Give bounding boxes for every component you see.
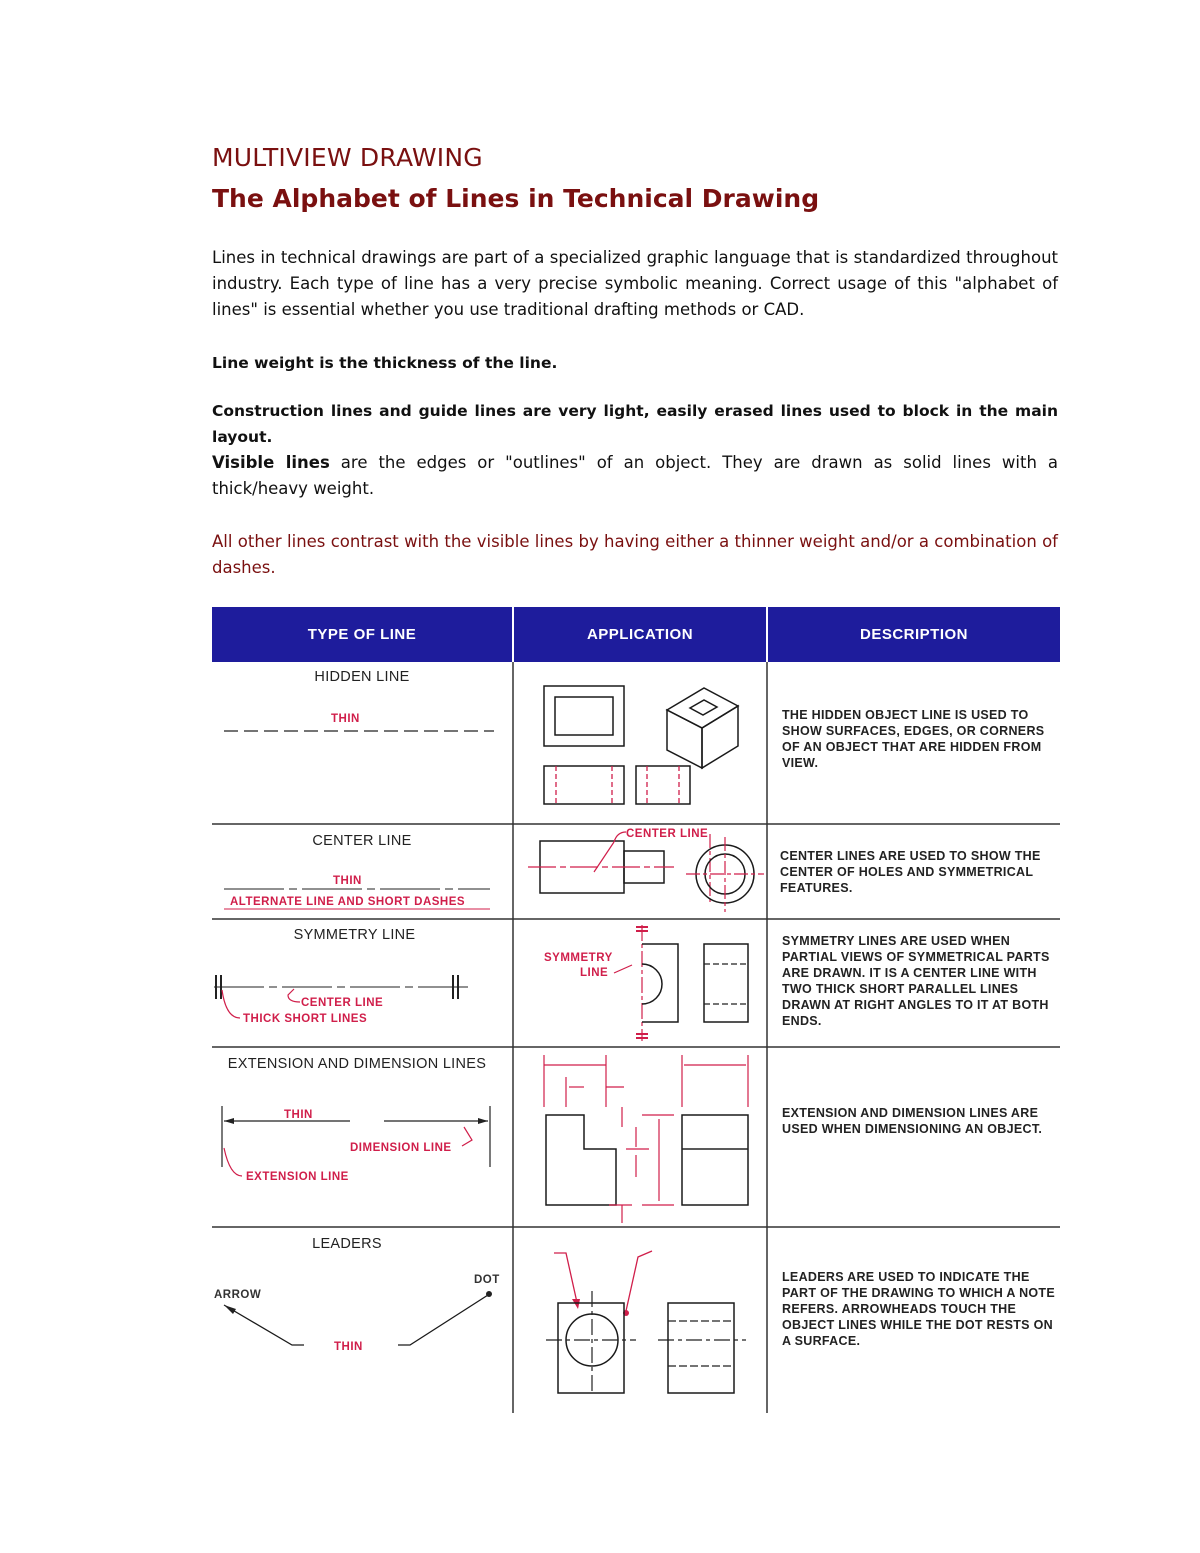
dimension-thin-label: THIN bbox=[284, 1109, 313, 1121]
construction-paragraph: Construction lines and guide lines are very light, easily erased lines used to block in the main layout. bbox=[212, 402, 1058, 446]
hidden-line-sample bbox=[212, 702, 512, 762]
center-alternate-label: ALTERNATE LINE AND SHORT DASHES bbox=[230, 896, 466, 908]
line-weight-paragraph: Line weight is the thickness of the line. bbox=[212, 354, 558, 372]
concentric-circles-icon bbox=[686, 837, 764, 912]
symmetry-line-sample bbox=[212, 962, 512, 1042]
row-leaders-type: LEADERS bbox=[312, 1236, 382, 1252]
symmetry-line-application bbox=[514, 919, 766, 1047]
extension-dimension-sample bbox=[212, 1092, 512, 1202]
document-subtitle: The Alphabet of Lines in Technical Drawing bbox=[212, 184, 820, 213]
contrast-paragraph: All other lines contrast with the visible lines by having either a thinner weight and/or a combination of dashes. bbox=[212, 532, 1058, 577]
isometric-block-icon bbox=[667, 688, 738, 768]
row-center-line-type: CENTER LINE bbox=[312, 833, 412, 849]
center-line-sample bbox=[212, 869, 512, 919]
hidden-thin-label: THIN bbox=[331, 713, 360, 725]
extension-dimension-application bbox=[514, 1047, 766, 1227]
symmetry-callout-2: LINE bbox=[580, 967, 609, 979]
visible-lines-paragraph bbox=[212, 450, 1058, 502]
symmetry-thick-short-label: THICK SHORT LINES bbox=[243, 1013, 368, 1025]
center-thin-label: THIN bbox=[333, 875, 362, 887]
visible-lines-text: are the edges or "outlines" of an object. They are drawn as solid lines with a thick/heavy weight. bbox=[212, 453, 1058, 498]
row-leaders-description: LEADERS ARE USED TO INDICATE THE PART OF THE DRAWING TO WHICH A NOTE REFERS. ARROWHEADS TOUCH THE OBJECT LINES WHILE THE DOT RESTS ON A SURFACE. bbox=[782, 1270, 1055, 1348]
row-hidden-line-description: THE HIDDEN OBJECT LINE IS USED TO SHOW SURFACES, EDGES, OR CORNERS OF AN OBJECT THAT ARE HIDDEN FROM VIEW. bbox=[782, 708, 1045, 770]
leader-thin-label: THIN bbox=[334, 1341, 363, 1353]
alphabet-of-lines-table bbox=[212, 607, 1060, 1413]
leader-arrow-label: ARROW bbox=[214, 1289, 262, 1301]
row-extension-dimension-type: EXTENSION AND DIMENSION LINES bbox=[227, 1056, 487, 1072]
symmetry-callout-1: SYMMETRY bbox=[544, 952, 613, 964]
document-title: MULTIVIEW DRAWING bbox=[212, 143, 483, 172]
row-extension-dimension-description: EXTENSION AND DIMENSION LINES ARE USED WHEN DIMENSIONING AN OBJECT. bbox=[782, 1106, 1043, 1136]
center-line-application bbox=[514, 824, 766, 919]
hidden-line-application bbox=[514, 662, 766, 824]
center-line-callout: CENTER LINE bbox=[626, 828, 709, 840]
symmetry-center-label: CENTER LINE bbox=[301, 997, 384, 1009]
header-description: DESCRIPTION bbox=[768, 607, 1060, 662]
header-application: APPLICATION bbox=[514, 607, 766, 662]
row-center-line-description: CENTER LINES ARE USED TO SHOW THE CENTER OF HOLES AND SYMMETRICAL FEATURES. bbox=[780, 849, 1041, 895]
leader-dot-label: DOT bbox=[474, 1274, 500, 1286]
dimension-line-label: DIMENSION LINE bbox=[350, 1142, 452, 1154]
leaders-sample bbox=[212, 1267, 512, 1377]
extension-line-label: EXTENSION LINE bbox=[246, 1171, 349, 1183]
row-symmetry-line-description: SYMMETRY LINES ARE USED WHEN PARTIAL VIEWS OF SYMMETRICAL PARTS ARE DRAWN. IT IS A CENTER LINE WITH TWO THICK SHORT PARALLEL LINES DRAWN AT RIGHT ANGLES TO IT AT BOTH ENDS. bbox=[782, 934, 1050, 1028]
row-symmetry-line-type: SYMMETRY LINE bbox=[293, 927, 416, 943]
intro-paragraph: Lines in technical drawings are part of a specialized graphic language that is standardized throughout industry. Each type of line has a very precise symbolic meaning. Correct usage of this "alphabet of lines" is essential whether you use traditional drafting methods or CAD. bbox=[212, 248, 1058, 319]
row-hidden-line-type: HIDDEN LINE bbox=[314, 669, 410, 685]
leaders-application bbox=[514, 1227, 766, 1413]
header-type-of-line: TYPE OF LINE bbox=[212, 607, 512, 662]
visible-lines-term: Visible lines bbox=[212, 453, 330, 472]
